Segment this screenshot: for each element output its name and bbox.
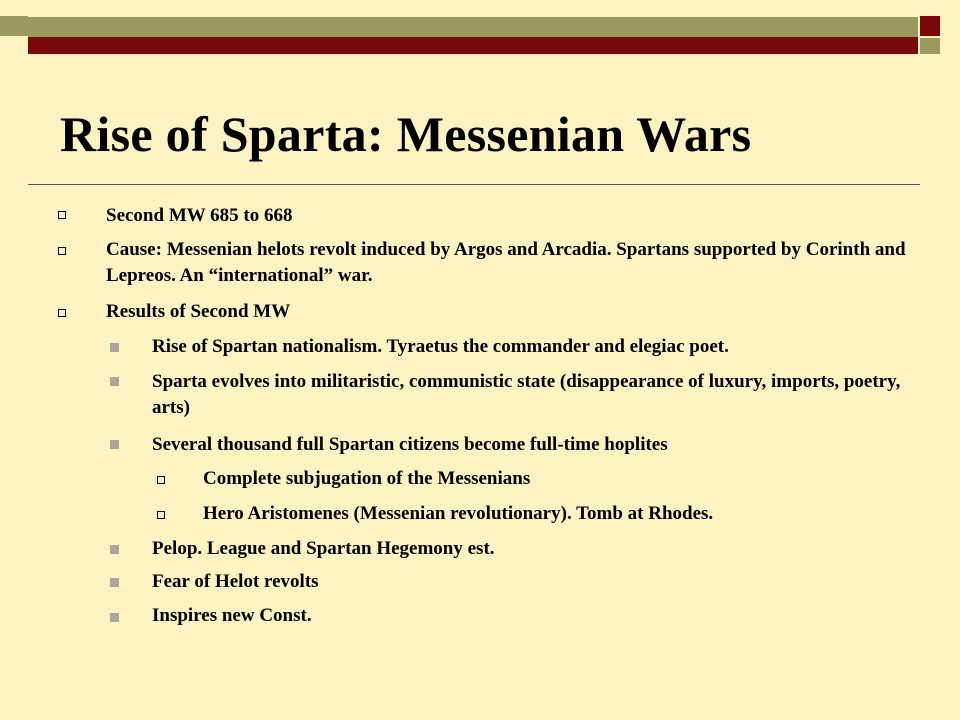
hollow-square-bullet-icon xyxy=(157,476,165,484)
filled-square-bullet-icon xyxy=(110,343,119,352)
filled-square-bullet-icon xyxy=(110,545,119,554)
list-item: Fear of Helot revolts xyxy=(152,571,319,592)
list-item: Cause: Messenian helots revolt induced by Argos and Arcadia. Spartans supported by Corinth and Lepreos. An “international” war. xyxy=(106,239,906,286)
list-item: Results of Second MW xyxy=(106,301,291,322)
filled-square-bullet-icon xyxy=(110,377,119,386)
hollow-square-bullet-icon xyxy=(58,211,66,219)
hollow-square-bullet-icon xyxy=(58,247,66,255)
list-item: Second MW 685 to 668 xyxy=(106,205,293,226)
list-item: Rise of Spartan nationalism. Tyraetus the commander and elegiac poet. xyxy=(152,336,729,357)
list-item: Inspires new Const. xyxy=(152,605,312,626)
slide-title: Rise of Sparta: Messenian Wars xyxy=(60,106,752,162)
list-item: Hero Aristomenes (Messenian revolutionary). Tomb at Rhodes. xyxy=(203,503,714,524)
list-item: Pelop. League and Spartan Hegemony est. xyxy=(152,538,495,559)
filled-square-bullet-icon xyxy=(110,440,119,449)
hollow-square-bullet-icon xyxy=(157,511,165,519)
filled-square-bullet-icon xyxy=(110,613,119,622)
list-item: Several thousand full Spartan citizens become full-time hoplites xyxy=(152,434,668,455)
list-item: Sparta evolves into militaristic, communistic state (disappearance of luxury, imports, poetry, arts) xyxy=(152,371,901,418)
filled-square-bullet-icon xyxy=(110,578,119,587)
list-item: Complete subjugation of the Messenians xyxy=(203,468,531,489)
hollow-square-bullet-icon xyxy=(58,309,66,317)
